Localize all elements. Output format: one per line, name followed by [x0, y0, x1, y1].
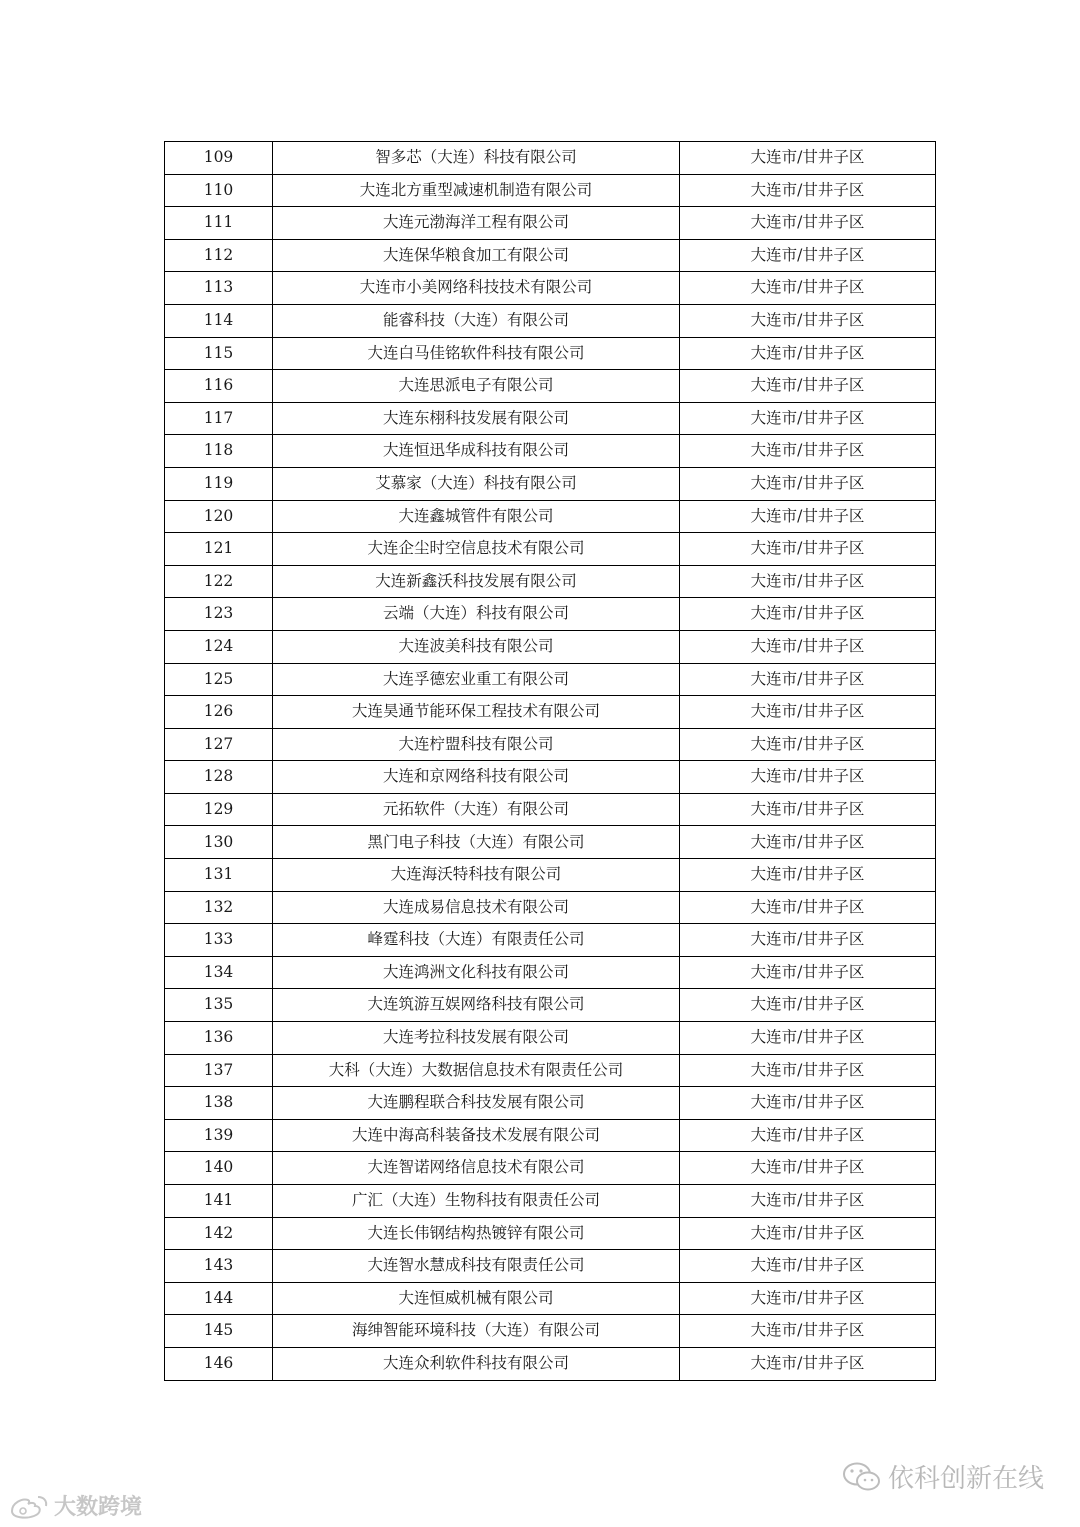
- region: 大连市/甘井子区: [680, 1347, 936, 1380]
- row-number: 116: [165, 370, 273, 403]
- company-name: 大连鹏程联合科技发展有限公司: [273, 1087, 680, 1120]
- watermark-left: [8, 1490, 142, 1521]
- row-number: 112: [165, 239, 273, 272]
- region: 大连市/甘井子区: [680, 174, 936, 207]
- row-number: 118: [165, 435, 273, 468]
- row-number: 142: [165, 1217, 273, 1250]
- region: 大连市/甘井子区: [680, 337, 936, 370]
- table-row: [165, 304, 936, 337]
- table-row: [165, 467, 936, 500]
- row-number: 111: [165, 207, 273, 240]
- row-number: 139: [165, 1119, 273, 1152]
- company-name: 大连恒迅华成科技有限公司: [273, 435, 680, 468]
- row-number: 146: [165, 1347, 273, 1380]
- company-name: 大连保华粮食加工有限公司: [273, 239, 680, 272]
- region: 大连市/甘井子区: [680, 1022, 936, 1055]
- company-name: 海绅智能环境科技（大连）有限公司: [273, 1315, 680, 1348]
- region: 大连市/甘井子区: [680, 728, 936, 761]
- weibo-logo-icon: [8, 1493, 50, 1519]
- row-number: 145: [165, 1315, 273, 1348]
- company-name: 大连东栩科技发展有限公司: [273, 402, 680, 435]
- table-row: [165, 598, 936, 631]
- table-row: [165, 989, 936, 1022]
- watermark-left-text: 大数跨境: [54, 1495, 143, 1520]
- region: 大连市/甘井子区: [680, 1119, 936, 1152]
- table-row: [165, 565, 936, 598]
- region: 大连市/甘井子区: [680, 370, 936, 403]
- table-row: [165, 663, 936, 696]
- table-row: [165, 337, 936, 370]
- row-number: 143: [165, 1250, 273, 1283]
- region: 大连市/甘井子区: [680, 891, 936, 924]
- table-row: [165, 272, 936, 305]
- region: 大连市/甘井子区: [680, 565, 936, 598]
- company-name: 大连波美科技有限公司: [273, 630, 680, 663]
- table-row: [165, 1054, 936, 1087]
- region: 大连市/甘井子区: [680, 793, 936, 826]
- row-number: 134: [165, 956, 273, 989]
- table-row: [165, 533, 936, 566]
- row-number: 144: [165, 1282, 273, 1315]
- region: 大连市/甘井子区: [680, 1185, 936, 1218]
- table-row: [165, 924, 936, 957]
- table-row: [165, 402, 936, 435]
- region: 大连市/甘井子区: [680, 272, 936, 305]
- table-row: [165, 370, 936, 403]
- region: 大连市/甘井子区: [680, 1282, 936, 1315]
- region: 大连市/甘井子区: [680, 696, 936, 729]
- region: 大连市/甘井子区: [680, 142, 936, 175]
- row-number: 124: [165, 630, 273, 663]
- region: 大连市/甘井子区: [680, 989, 936, 1022]
- company-name: 黑门电子科技（大连）有限公司: [273, 826, 680, 859]
- table-row: [165, 793, 936, 826]
- company-name: 大连众利软件科技有限公司: [273, 1347, 680, 1380]
- row-number: 114: [165, 304, 273, 337]
- table-row: [165, 1185, 936, 1218]
- company-name: 广汇（大连）生物科技有限责任公司: [273, 1185, 680, 1218]
- table-row: [165, 207, 936, 240]
- row-number: 122: [165, 565, 273, 598]
- region: 大连市/甘井子区: [680, 1250, 936, 1283]
- table-row: [165, 1087, 936, 1120]
- region: 大连市/甘井子区: [680, 239, 936, 272]
- row-number: 110: [165, 174, 273, 207]
- company-name: 大连白马佳铭软件科技有限公司: [273, 337, 680, 370]
- company-name: 大连海沃特科技有限公司: [273, 859, 680, 892]
- company-name: 智多芯（大连）科技有限公司: [273, 142, 680, 175]
- table-row: [165, 761, 936, 794]
- row-number: 138: [165, 1087, 273, 1120]
- table-row: [165, 1315, 936, 1348]
- table-row: [165, 859, 936, 892]
- company-name: 能睿科技（大连）有限公司: [273, 304, 680, 337]
- row-number: 121: [165, 533, 273, 566]
- company-name: 大连长伟钢结构热镀锌有限公司: [273, 1217, 680, 1250]
- region: 大连市/甘井子区: [680, 630, 936, 663]
- region: 大连市/甘井子区: [680, 663, 936, 696]
- company-name: 云端（大连）科技有限公司: [273, 598, 680, 631]
- row-number: 113: [165, 272, 273, 305]
- region: 大连市/甘井子区: [680, 500, 936, 533]
- table-row: [165, 142, 936, 175]
- company-name: 大连企尘时空信息技术有限公司: [273, 533, 680, 566]
- row-number: 135: [165, 989, 273, 1022]
- table-row: [165, 1250, 936, 1283]
- company-name: 大连成易信息技术有限公司: [273, 891, 680, 924]
- wechat-chat-icon: [842, 1460, 882, 1494]
- table-row: [165, 891, 936, 924]
- region: 大连市/甘井子区: [680, 859, 936, 892]
- row-number: 127: [165, 728, 273, 761]
- region: 大连市/甘井子区: [680, 1054, 936, 1087]
- region: 大连市/甘井子区: [680, 402, 936, 435]
- company-name: 大连元渤海洋工程有限公司: [273, 207, 680, 240]
- company-name: 大连鑫城管件有限公司: [273, 500, 680, 533]
- company-name: 元拓软件（大连）有限公司: [273, 793, 680, 826]
- row-number: 132: [165, 891, 273, 924]
- row-number: 119: [165, 467, 273, 500]
- watermark-right-text: 依科创新在线: [887, 1464, 1044, 1494]
- watermark-right: [842, 1458, 1044, 1495]
- region: 大连市/甘井子区: [680, 956, 936, 989]
- row-number: 123: [165, 598, 273, 631]
- region: 大连市/甘井子区: [680, 1217, 936, 1250]
- table-row: [165, 630, 936, 663]
- company-name: 大连中海高科装备技术发展有限公司: [273, 1119, 680, 1152]
- table-row: [165, 728, 936, 761]
- company-name: 大连恒威机械有限公司: [273, 1282, 680, 1315]
- company-name: 大连柠盟科技有限公司: [273, 728, 680, 761]
- company-name: 大连智诺网络信息技术有限公司: [273, 1152, 680, 1185]
- company-name: 大连鸿洲文化科技有限公司: [273, 956, 680, 989]
- row-number: 131: [165, 859, 273, 892]
- row-number: 137: [165, 1054, 273, 1087]
- company-name: 大连北方重型减速机制造有限公司: [273, 174, 680, 207]
- row-number: 129: [165, 793, 273, 826]
- table-row: [165, 1282, 936, 1315]
- region: 大连市/甘井子区: [680, 826, 936, 859]
- row-number: 109: [165, 142, 273, 175]
- company-list-table: [164, 141, 936, 1381]
- region: 大连市/甘井子区: [680, 1315, 936, 1348]
- table-row: [165, 696, 936, 729]
- company-list-body: [165, 142, 936, 1381]
- table-row: [165, 1347, 936, 1380]
- region: 大连市/甘井子区: [680, 207, 936, 240]
- region: 大连市/甘井子区: [680, 533, 936, 566]
- row-number: 117: [165, 402, 273, 435]
- row-number: 126: [165, 696, 273, 729]
- company-name: 峰霆科技（大连）有限责任公司: [273, 924, 680, 957]
- table-row: [165, 956, 936, 989]
- company-name: 大连昊通节能环保工程技术有限公司: [273, 696, 680, 729]
- table-row: [165, 174, 936, 207]
- table-row: [165, 435, 936, 468]
- region: 大连市/甘井子区: [680, 467, 936, 500]
- company-name: 大连筑游互娱网络科技有限公司: [273, 989, 680, 1022]
- row-number: 133: [165, 924, 273, 957]
- table-row: [165, 826, 936, 859]
- company-name: 大连新鑫沃科技发展有限公司: [273, 565, 680, 598]
- row-number: 140: [165, 1152, 273, 1185]
- table-row: [165, 239, 936, 272]
- region: 大连市/甘井子区: [680, 1087, 936, 1120]
- table-row: [165, 500, 936, 533]
- region: 大连市/甘井子区: [680, 304, 936, 337]
- table-row: [165, 1152, 936, 1185]
- table-row: [165, 1022, 936, 1055]
- region: 大连市/甘井子区: [680, 761, 936, 794]
- company-name: 大连思派电子有限公司: [273, 370, 680, 403]
- company-name: 大连考拉科技发展有限公司: [273, 1022, 680, 1055]
- row-number: 125: [165, 663, 273, 696]
- company-name: 大连和京网络科技有限公司: [273, 761, 680, 794]
- region: 大连市/甘井子区: [680, 924, 936, 957]
- row-number: 120: [165, 500, 273, 533]
- row-number: 136: [165, 1022, 273, 1055]
- region: 大连市/甘井子区: [680, 598, 936, 631]
- row-number: 141: [165, 1185, 273, 1218]
- table-row: [165, 1217, 936, 1250]
- region: 大连市/甘井子区: [680, 435, 936, 468]
- company-name: 大科（大连）大数据信息技术有限责任公司: [273, 1054, 680, 1087]
- company-name: 艾慕家（大连）科技有限公司: [273, 467, 680, 500]
- table-row: [165, 1119, 936, 1152]
- company-name: 大连智水慧成科技有限责任公司: [273, 1250, 680, 1283]
- company-name: 大连市小美网络科技技术有限公司: [273, 272, 680, 305]
- row-number: 130: [165, 826, 273, 859]
- company-name: 大连孚德宏业重工有限公司: [273, 663, 680, 696]
- row-number: 115: [165, 337, 273, 370]
- row-number: 128: [165, 761, 273, 794]
- region: 大连市/甘井子区: [680, 1152, 936, 1185]
